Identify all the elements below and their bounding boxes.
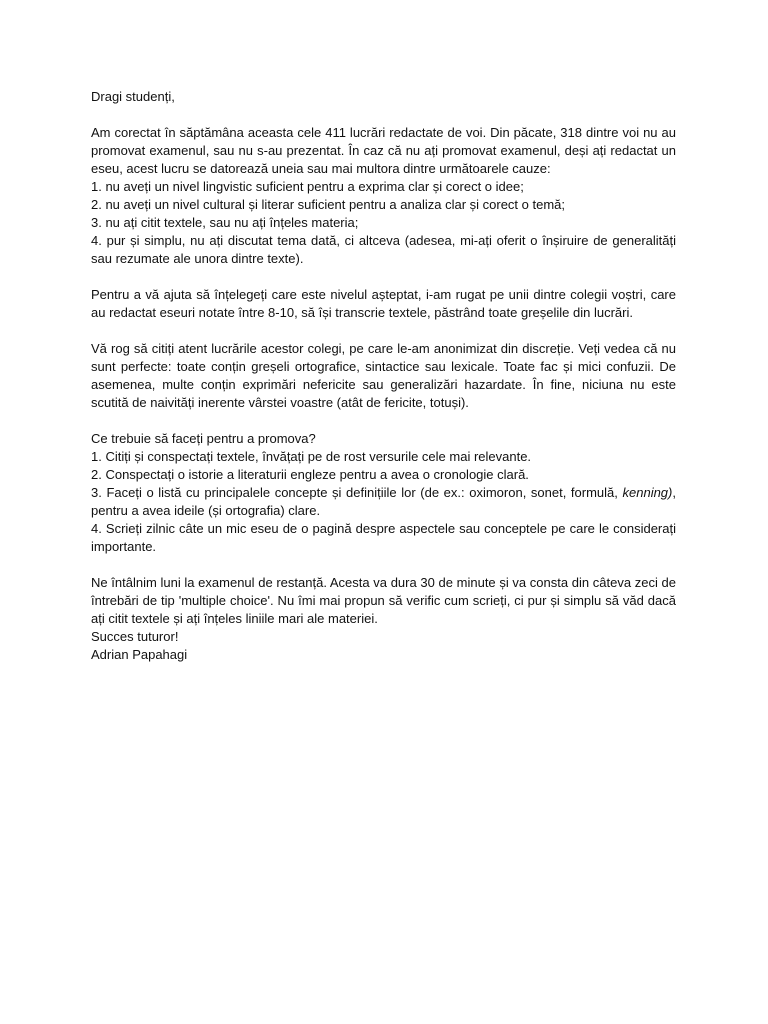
step-text: 3. Faceți o listă cu principalele concepte și definițiile lor (de ex.: oximoron, sonet, formulă, [91,485,623,500]
step-item [91,484,676,520]
step-italic-term: kenning) [622,485,673,500]
exam-paragraph: Ne întâlnim luni la examenul de restanță. Acesta va dura 30 de minute și va consta din câteva zeci de întrebări de tip 'multiple choice'. Nu îmi mai propun să verific cum scrieți, ci pur și simplu să văd dacă ați citit textele și ați înțeles liniile mari ale materiei. [91,575,676,626]
expected-level-paragraph: Pentru a vă ajuta să înțelegeți care este nivelul așteptat, i-am rugat pe unii dintre colegii voștri, care au redactat eseuri notate între 8-10, să își transcrie textele, păstrând toate greșelile din lucrări. [91,287,676,320]
salutation: Dragi studenți, [91,89,175,104]
step-item: 2. Conspectați o istorie a literaturii engleze pentru a avea o cronologie clară. [91,467,529,482]
step-item: 1. Citiți și conspectați textele, învățați pe de rost versurile cele mai relevante. [91,449,532,464]
cause-item: 2. nu aveți un nivel cultural și literar suficient pentru a analiza clar și corect o temă; [91,197,566,212]
step-text: , pentru a avea ideile (și ortografia) clare. [91,485,676,518]
cause-item: 1. nu aveți un nivel lingvistic suficient pentru a exprima clar și corect o idee; [91,179,524,194]
steps-list [91,448,676,556]
read-carefully-paragraph: Vă rog să citiți atent lucrările acestor colegi, pe care le-am anonimizat din discreție. Veți vedea că nu sunt perfecte: toate conțin greșeli ortografice, sintactice sau lexicale. Toate fac și mici confuzii. De asemenea, multe conțin exprimări nefericite sau generalizări hazardate. În fine, niciuna nu este scutită de naivități inerente vârstei voastre (atât de fericite, totuși). [91,341,676,410]
intro-paragraph: Am corectat în săptămâna aceasta cele 411 lucrări redactate de voi. Din păcate, 318 dintre voi nu au promovat examenul, sau nu s-au prezentat. În caz că nu ați promovat examenul, deși ați redactat un eseu, acest lucru se datorează uneia sau mai multora dintre următoarele cauze: [91,125,676,176]
signature: Adrian Papahagi [91,647,188,662]
cause-item: 3. nu ați citit textele, sau nu ați înțeles materia; [91,215,359,230]
causes-list [91,178,676,268]
question-heading: Ce trebuie să faceți pentru a promova? [91,431,316,446]
closing-line: Succes tuturor! [91,629,179,644]
cause-item: 4. pur și simplu, nu ați discutat tema dată, ci altceva (adesea, mi-ați oferit o înșiruire de generalități sau rezumate ale unora dintre texte). [91,233,676,266]
step-item: 4. Scrieți zilnic câte un mic eseu de o pagină despre aspectele sau conceptele pe care le considerați importante. [91,521,676,554]
